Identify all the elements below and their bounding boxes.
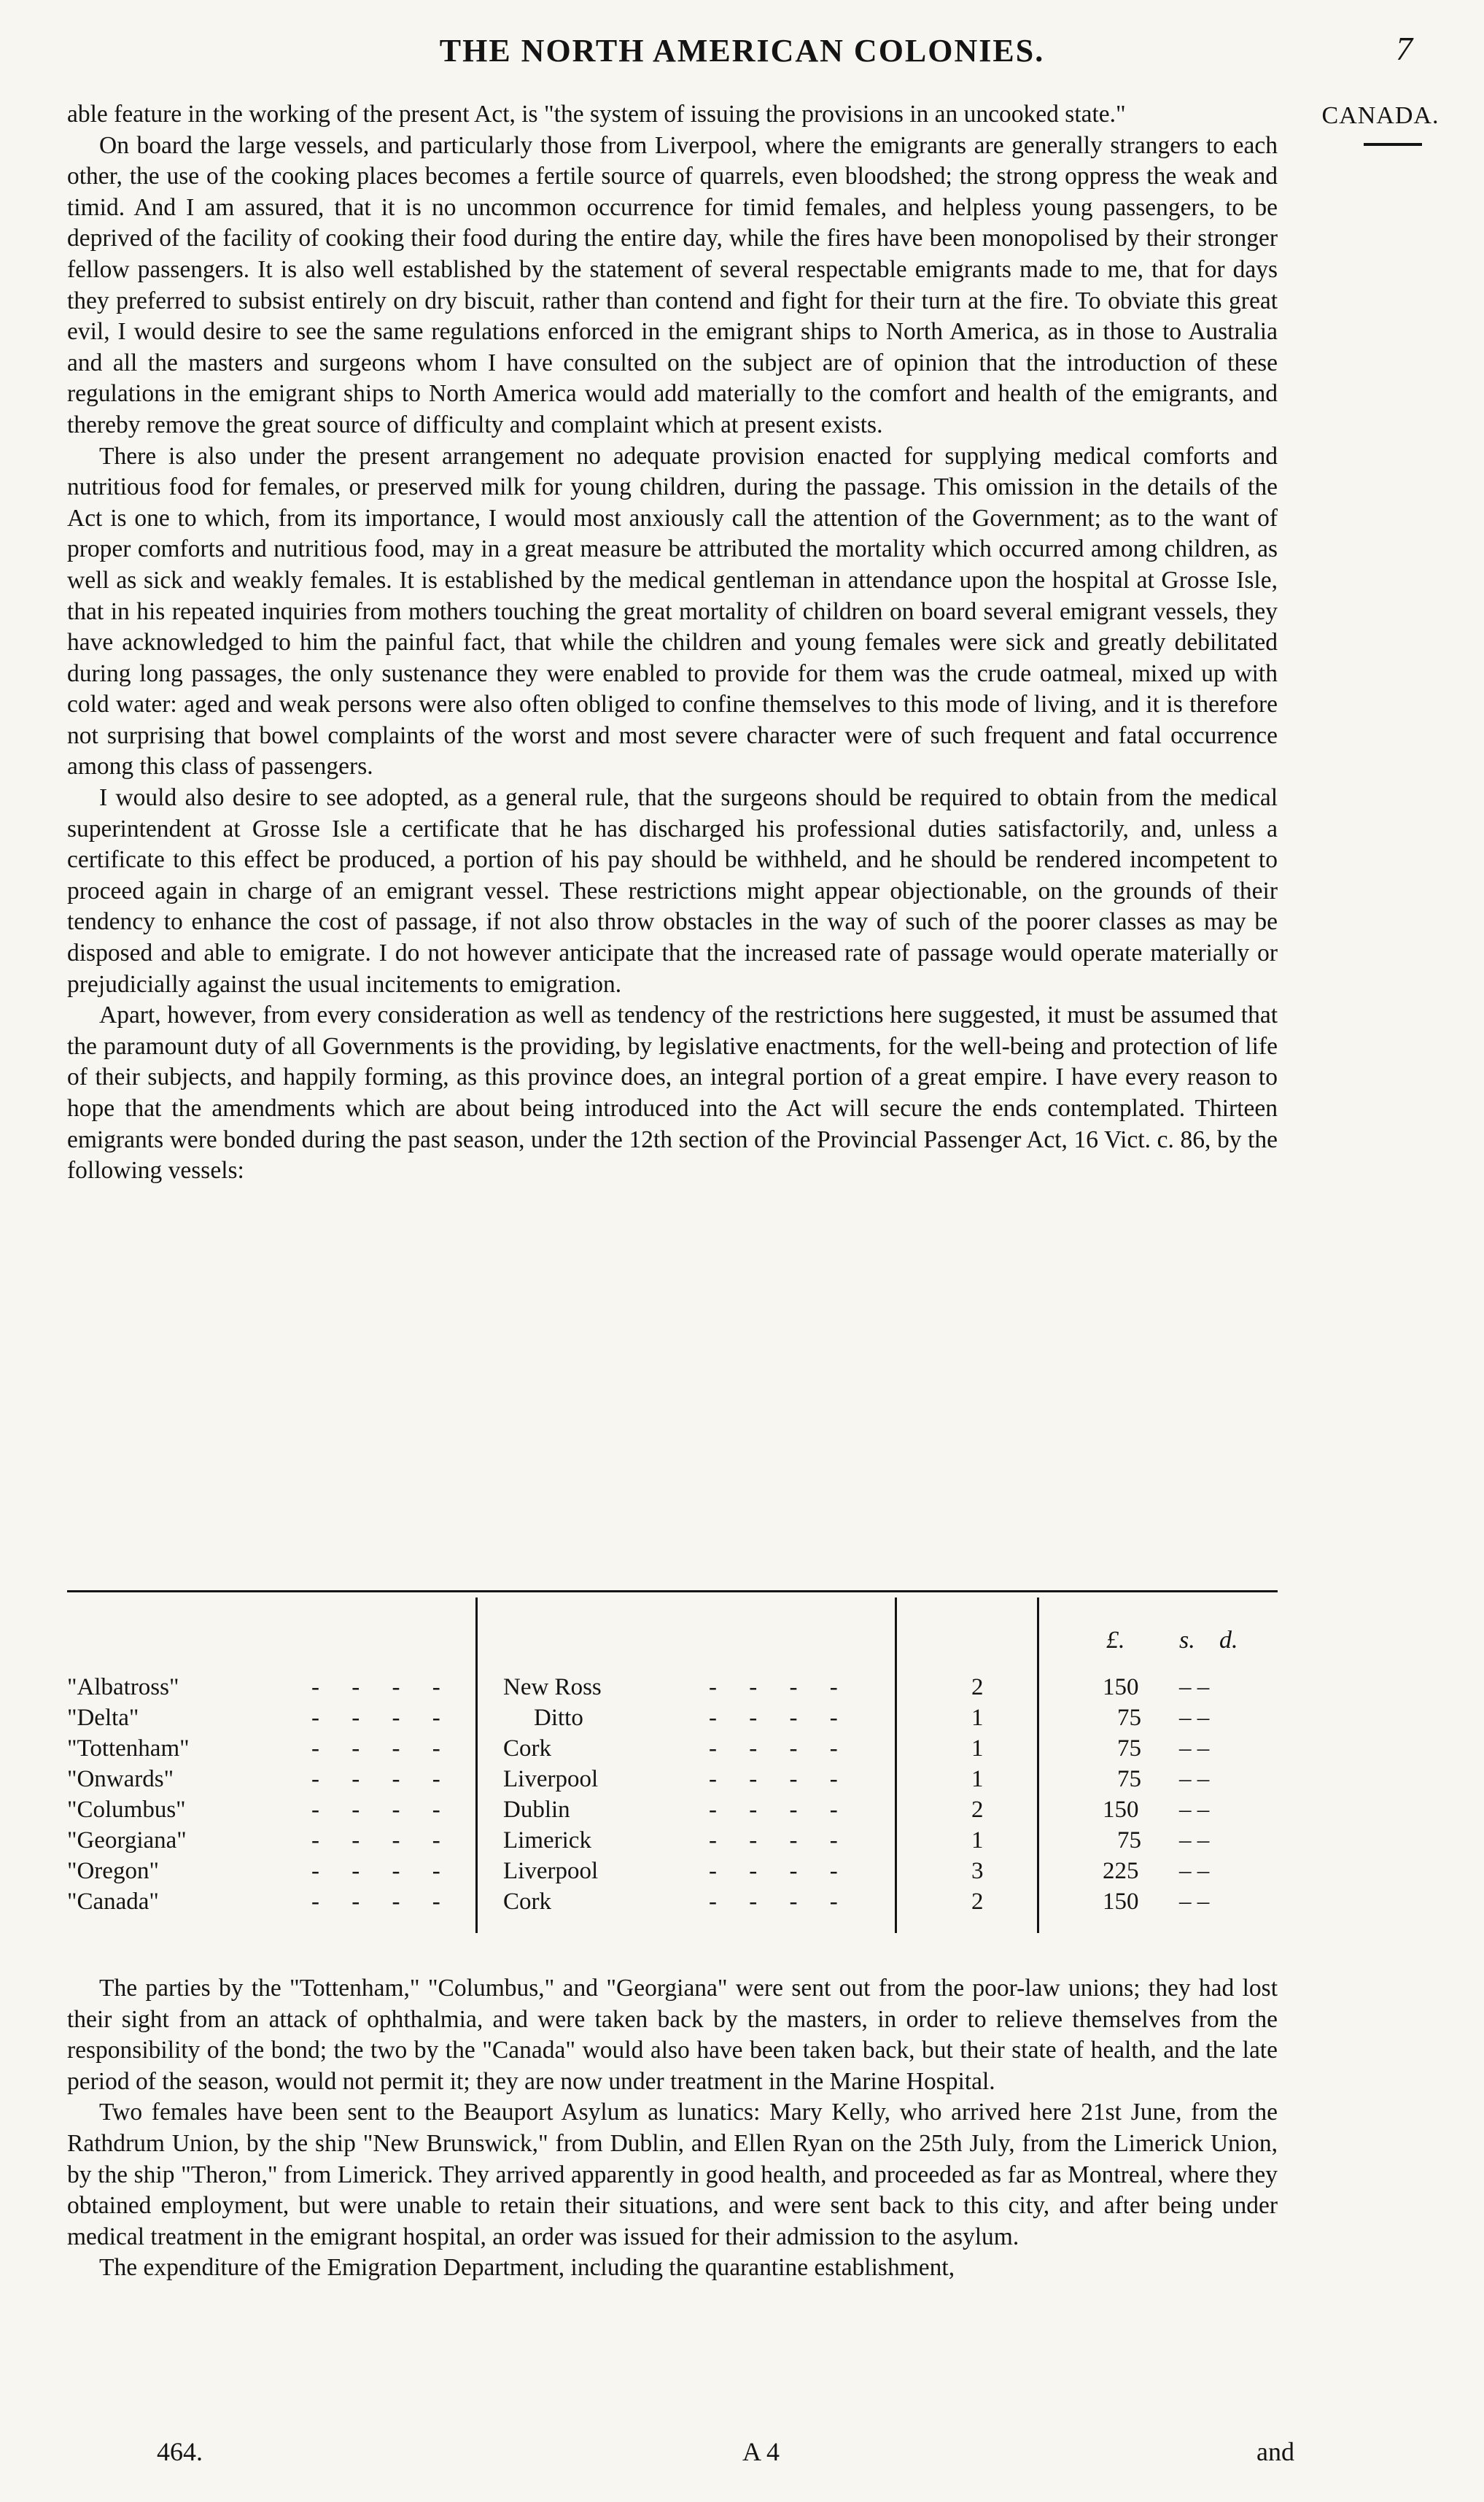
paragraph: The parties by the "Tottenham," "Columbus," and "Georgiana" were sent out from the poor-law unions; they had lost their sight from an attack of ophthalmia, and were taken back by the masters, in order to relieve themselves from the responsibility of the bond; the two by the "Canada" would also have been taken back, but their state of health, and the late period of the season, would not permit it; they are now under treatment in the Marine Hospital. <box>67 1975 1278 2095</box>
amount-pounds: 75 <box>1117 1827 1141 1854</box>
paragraph: able feature in the working of the present Act, is "the system of issuing the provisions in an uncooked state." <box>67 101 1126 128</box>
leader-dashes: - - - - <box>709 1797 851 1823</box>
port-name: Cork <box>503 1735 551 1762</box>
table-row <box>67 1858 1278 1889</box>
vessel-name: "Albatross" <box>67 1674 179 1700</box>
emigrant-count: 2 <box>971 1889 984 1915</box>
catchword: and <box>1256 2437 1294 2466</box>
vessel-name: "Delta" <box>67 1705 139 1731</box>
body-text-bottom <box>67 1973 1278 2284</box>
leader-dashes: - - - - <box>311 1735 454 1762</box>
leader-dashes: - - - - <box>709 1705 851 1731</box>
leader-dashes: - - - - <box>311 1889 454 1915</box>
amount-pounds: 150 <box>1103 1889 1139 1915</box>
header-pence: d. <box>1219 1627 1238 1654</box>
paragraph: There is also under the present arrangement no adequate provision enacted for supplying medical comforts and nutritious food for females, or preserved milk for young children, during the passage. This omission in the details of the Act is one to which, from its importance, I would most anxiously call the attention of the Government; as to the want of proper comforts and nutritious food, may in a great measure be attributed the mortality which occurred among children, as well as sick and weakly females. It is established by the medical gentleman in attendance upon the hospital at Grosse Isle, that in his repeated inquiries from mothers touching the great mortality of children on board several emigrant vessels, they have acknowledged to him the painful fact, that while the children and young females were sick and greatly debilitated during long passages, the only sustenance they were enabled to provide for them was the crude oatmeal, mixed up with cold water: aged and weak persons were also often obliged to confine themselves to this mode of living, and it is therefore not surprising that bowel complaints of the worst and most severe character were of such frequent and fatal occurrence among this class of passengers. <box>67 442 1278 781</box>
port-name: Dublin <box>503 1797 570 1823</box>
table-row <box>67 1827 1278 1858</box>
margin-note: CANADA. <box>1321 102 1440 129</box>
table-row <box>67 1766 1278 1797</box>
page-number: 7 <box>1396 30 1413 67</box>
body-text-top <box>67 99 1278 1187</box>
vessel-name: "Tottenham" <box>67 1735 190 1762</box>
vessel-name: "Oregon" <box>67 1858 159 1884</box>
leader-dashes: - - - - <box>311 1858 454 1884</box>
leader-dashes: - - - - <box>709 1766 851 1792</box>
leader-dashes: - - - - <box>311 1766 454 1792</box>
emigrant-count: 3 <box>971 1858 984 1884</box>
folio-number: 464. <box>157 2437 203 2466</box>
amount-pounds: 75 <box>1117 1705 1141 1731</box>
table-row <box>67 1889 1278 1919</box>
amount-sd: – – <box>1179 1827 1210 1854</box>
paragraph: Two females have been sent to the Beauport Asylum as lunatics: Mary Kelly, who arrived here 21st June, from the Rathdrum Union, by the ship "New Brunswick," from Dublin, and Ellen Ryan on the 25th July, from the Limerick Union, by the ship "Theron," from Limerick. They arrived apparently in good health, and proceeded as far as Montreal, where they obtained employment, but were unable to retain their situations, and were sent back to this city, and after being under medical treatment in the emigrant hospital, an order was issued for their admission to the asylum. <box>67 2099 1278 2250</box>
vessel-name: "Georgiana" <box>67 1827 187 1854</box>
leader-dashes: - - - - <box>709 1827 851 1854</box>
leader-dashes: - - - - <box>709 1674 851 1700</box>
amount-pounds: 225 <box>1103 1858 1139 1884</box>
header-shillings: s. <box>1179 1627 1195 1654</box>
amount-pounds: 150 <box>1103 1674 1139 1700</box>
leader-dashes: - - - - <box>709 1889 851 1915</box>
amount-pounds: 75 <box>1117 1735 1141 1762</box>
bonded-emigrants-table <box>67 1590 1278 1955</box>
table-row <box>67 1735 1278 1766</box>
amount-pounds: 75 <box>1117 1766 1141 1792</box>
vessel-name: "Canada" <box>67 1889 159 1915</box>
port-name: Cork <box>503 1889 551 1915</box>
emigrant-count: 2 <box>971 1674 984 1700</box>
table-row <box>67 1674 1278 1705</box>
amount-pounds: 150 <box>1103 1797 1139 1823</box>
amount-sd: – – <box>1179 1889 1210 1915</box>
vessel-name: "Onwards" <box>67 1766 174 1792</box>
paragraph: On board the large vessels, and particularly those from Liverpool, where the emigrants are generally strangers to each other, the use of the cooking places becomes a fertile source of quarrels, even bloodshed; the strong oppress the weak and timid. And I am assured, that it is no uncommon occurrence for timid females, and helpless young passengers, to be deprived of the facility of cooking their food during the entire day, while the fires have been monopolised by their stronger fellow passengers. It is also well established by the statement of several respectable emigrants made to me, that for days they preferred to subsist entirely on dry biscuit, rather than contend and fight for their turn at the fire. To obviate this great evil, I would desire to see the same regulations enforced in the emigrant ships to North America, as in those to Australia and all the masters and surgeons whom I have consulted on the subject are of opinion that the introduction of these regulations in the emigrant ships to North America would add materially to the comfort and health of the emigrants, and thereby remove the great source of difficulty and complaint which at present exists. <box>67 131 1278 438</box>
amount-sd: – – <box>1179 1735 1210 1762</box>
port-name: Limerick <box>503 1827 591 1854</box>
amount-sd: – – <box>1179 1766 1210 1792</box>
amount-sd: – – <box>1179 1674 1210 1700</box>
vessel-name: "Columbus" <box>67 1797 186 1823</box>
paragraph: Apart, however, from every consideration as well as tendency of the restrictions here suggested, it must be assumed that the paramount duty of all Governments is the providing, by legislative enactments, for the well-being and protection of life of their subjects, and happily forming, as this province does, an integral portion of a great empire. I have every reason to hope that the amendments which are about being introduced into the Act will secure the ends contemplated. Thirteen emigrants were bonded during the past season, under the 12th section of the Provincial Passenger Act, 16 Vict. c. 86, by the following vessels: <box>67 1002 1278 1185</box>
amount-sd: – – <box>1179 1858 1210 1884</box>
margin-rule <box>1364 143 1422 146</box>
port-name: New Ross <box>503 1674 602 1700</box>
emigrant-count: 1 <box>971 1735 984 1762</box>
emigrant-count: 1 <box>971 1705 984 1731</box>
paragraph: I would also desire to see adopted, as a general rule, that the surgeons should be required to obtain from the medical superintendent at Grosse Isle a certificate that he has discharged his professional duties satisfactorily, and, unless a certificate to this effect be produced, a portion of his pay should be withheld, and he should be rendered incompetent to proceed again in charge of an emigrant vessel. These restrictions might appear objectionable, on the grounds of their tendency to enhance the cost of passage, if not also throw obstacles in the way of such of the poorer classes as may be disposed and able to emigrate. I do not however anticipate that the increased rate of passage would operate materially or prejudicially against the usual incitements to emigration. <box>67 784 1278 998</box>
table-row <box>67 1797 1278 1827</box>
port-name: Liverpool <box>503 1766 599 1792</box>
emigrant-count: 1 <box>971 1827 984 1854</box>
page-title: THE NORTH AMERICAN COLONIES. <box>439 33 1045 69</box>
header-pounds: £. <box>1106 1627 1125 1654</box>
page-footer <box>0 2436 1484 2473</box>
paragraph: The expenditure of the Emigration Department, including the quarantine establishment, <box>99 2254 955 2282</box>
leader-dashes: - - - - <box>709 1858 851 1884</box>
leader-dashes: - - - - <box>311 1827 454 1854</box>
emigrant-count: 2 <box>971 1797 984 1823</box>
amount-sd: – – <box>1179 1705 1210 1731</box>
signature-mark: A 4 <box>742 2437 780 2466</box>
table-top-rule <box>67 1590 1278 1592</box>
emigrant-count: 1 <box>971 1766 984 1792</box>
port-name: Liverpool <box>503 1858 599 1884</box>
port-name: Ditto <box>534 1705 583 1731</box>
table-row <box>67 1705 1278 1735</box>
leader-dashes: - - - - <box>311 1674 454 1700</box>
leader-dashes: - - - - <box>709 1735 851 1762</box>
leader-dashes: - - - - <box>311 1705 454 1731</box>
leader-dashes: - - - - <box>311 1797 454 1823</box>
amount-sd: – – <box>1179 1797 1210 1823</box>
running-header <box>0 32 1484 83</box>
